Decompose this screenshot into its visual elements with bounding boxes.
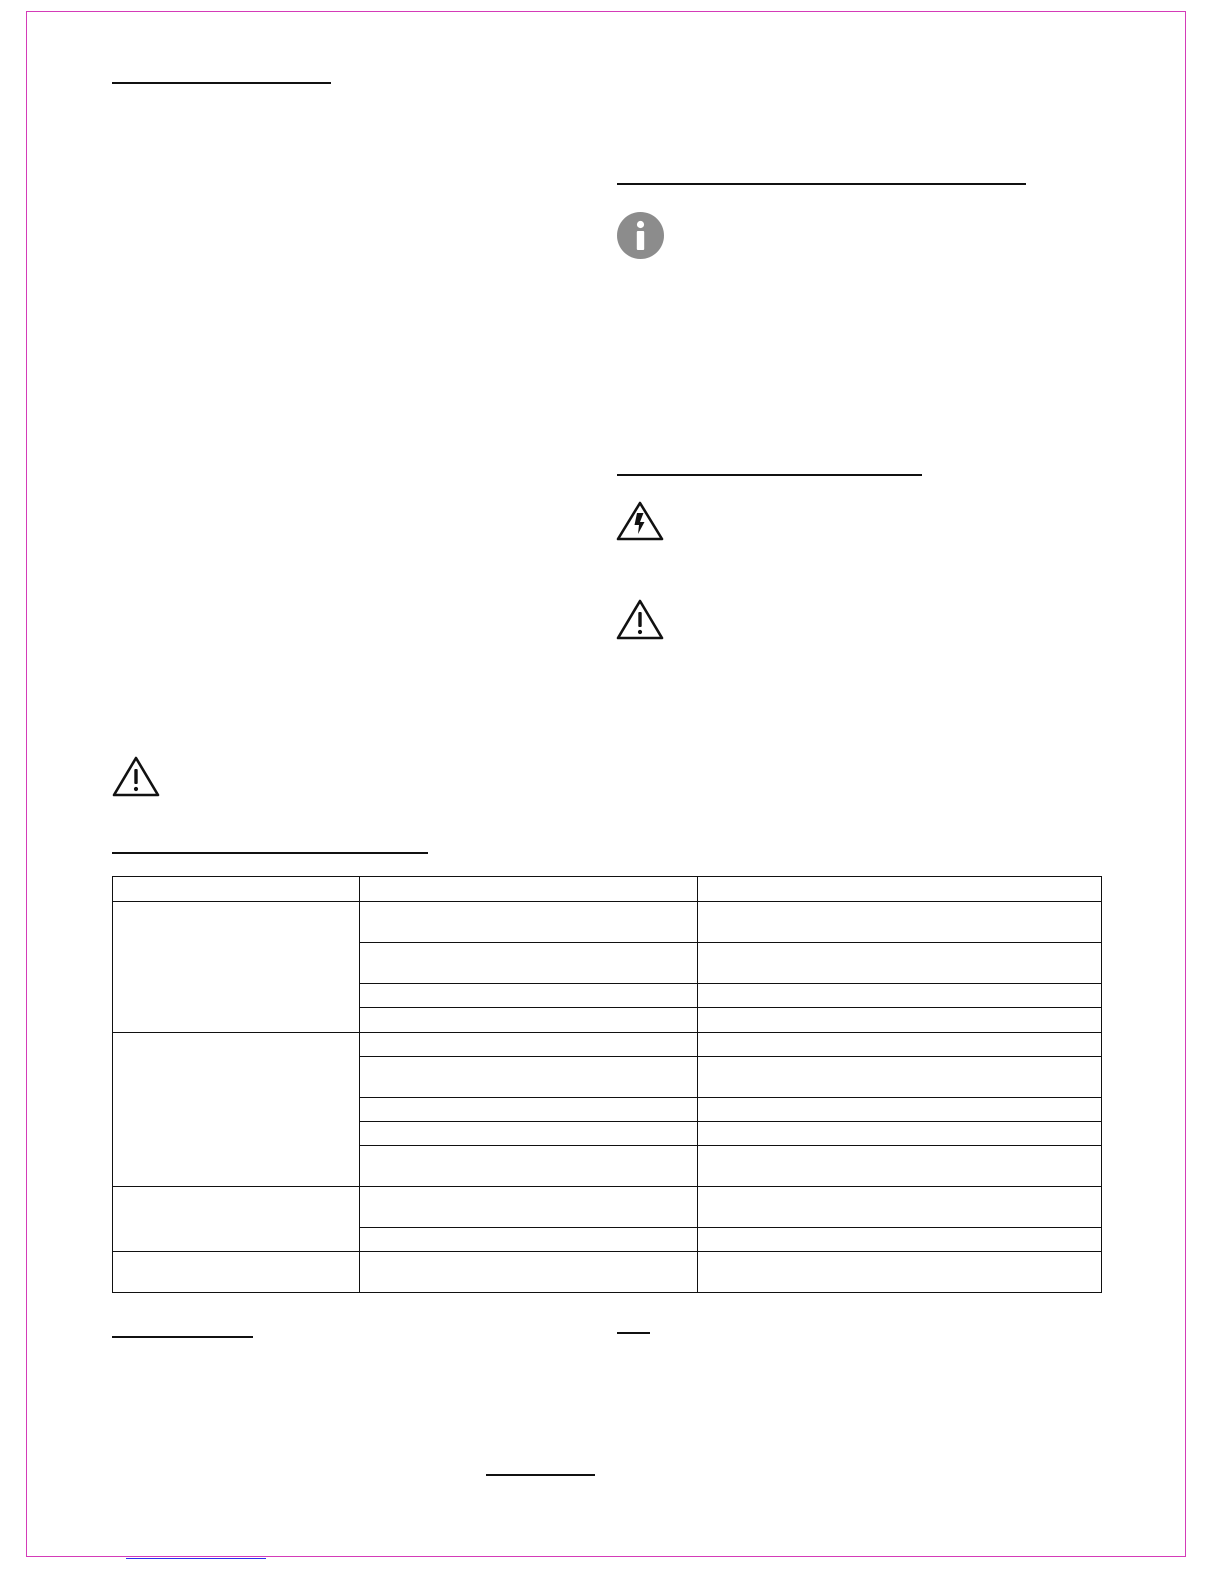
table-cell [698, 1122, 1102, 1146]
caution-warning-icon [615, 598, 665, 641]
table-group-cell [113, 1187, 360, 1252]
table-cell [698, 1252, 1102, 1293]
caution-warning-icon [111, 755, 161, 798]
table-cell [698, 1033, 1102, 1057]
table-cell [360, 1057, 698, 1098]
table-cell [698, 1098, 1102, 1122]
table-cell [360, 943, 698, 984]
table-group-cell [113, 1033, 360, 1187]
table-heading-rule [112, 852, 428, 854]
table-cell [360, 1187, 698, 1228]
page-crop-frame [26, 11, 1186, 1557]
high-voltage-warning-icon [615, 500, 665, 542]
table-cell [698, 1008, 1102, 1033]
table-row [113, 902, 1102, 943]
table-cell [698, 1228, 1102, 1252]
bottom-right-heading-rule [617, 1332, 650, 1334]
table-cell [360, 1122, 698, 1146]
safety-section-heading-rule [617, 474, 922, 476]
table-cell [360, 1098, 698, 1122]
table-cell [698, 943, 1102, 984]
table-cell [698, 1187, 1102, 1228]
table-group-cell [113, 902, 360, 1033]
table-cell [360, 1008, 698, 1033]
table-cell [360, 1146, 698, 1187]
table-row [113, 1033, 1102, 1057]
table-row [113, 1252, 1102, 1293]
table-row [113, 1187, 1102, 1228]
table-cell [698, 1057, 1102, 1098]
table-cell [360, 984, 698, 1008]
footer-rule [486, 1474, 595, 1476]
table-cell [360, 1252, 698, 1293]
table-header-cell [698, 877, 1102, 902]
footer-link-underline[interactable] [126, 1558, 266, 1559]
table-cell [360, 1228, 698, 1252]
section-heading-rule [112, 82, 331, 84]
table-header-cell [113, 877, 360, 902]
bottom-left-heading-rule [112, 1336, 253, 1338]
info-icon [617, 212, 664, 259]
info-section-heading-rule [617, 183, 1026, 185]
table-cell [698, 902, 1102, 943]
table-cell [698, 1146, 1102, 1187]
table-header-cell [360, 877, 698, 902]
data-table [112, 876, 1102, 1293]
table-cell [360, 1033, 698, 1057]
table-group-cell [113, 1252, 360, 1293]
table-cell [360, 902, 698, 943]
table-cell [698, 984, 1102, 1008]
table-header-row [113, 877, 1102, 902]
